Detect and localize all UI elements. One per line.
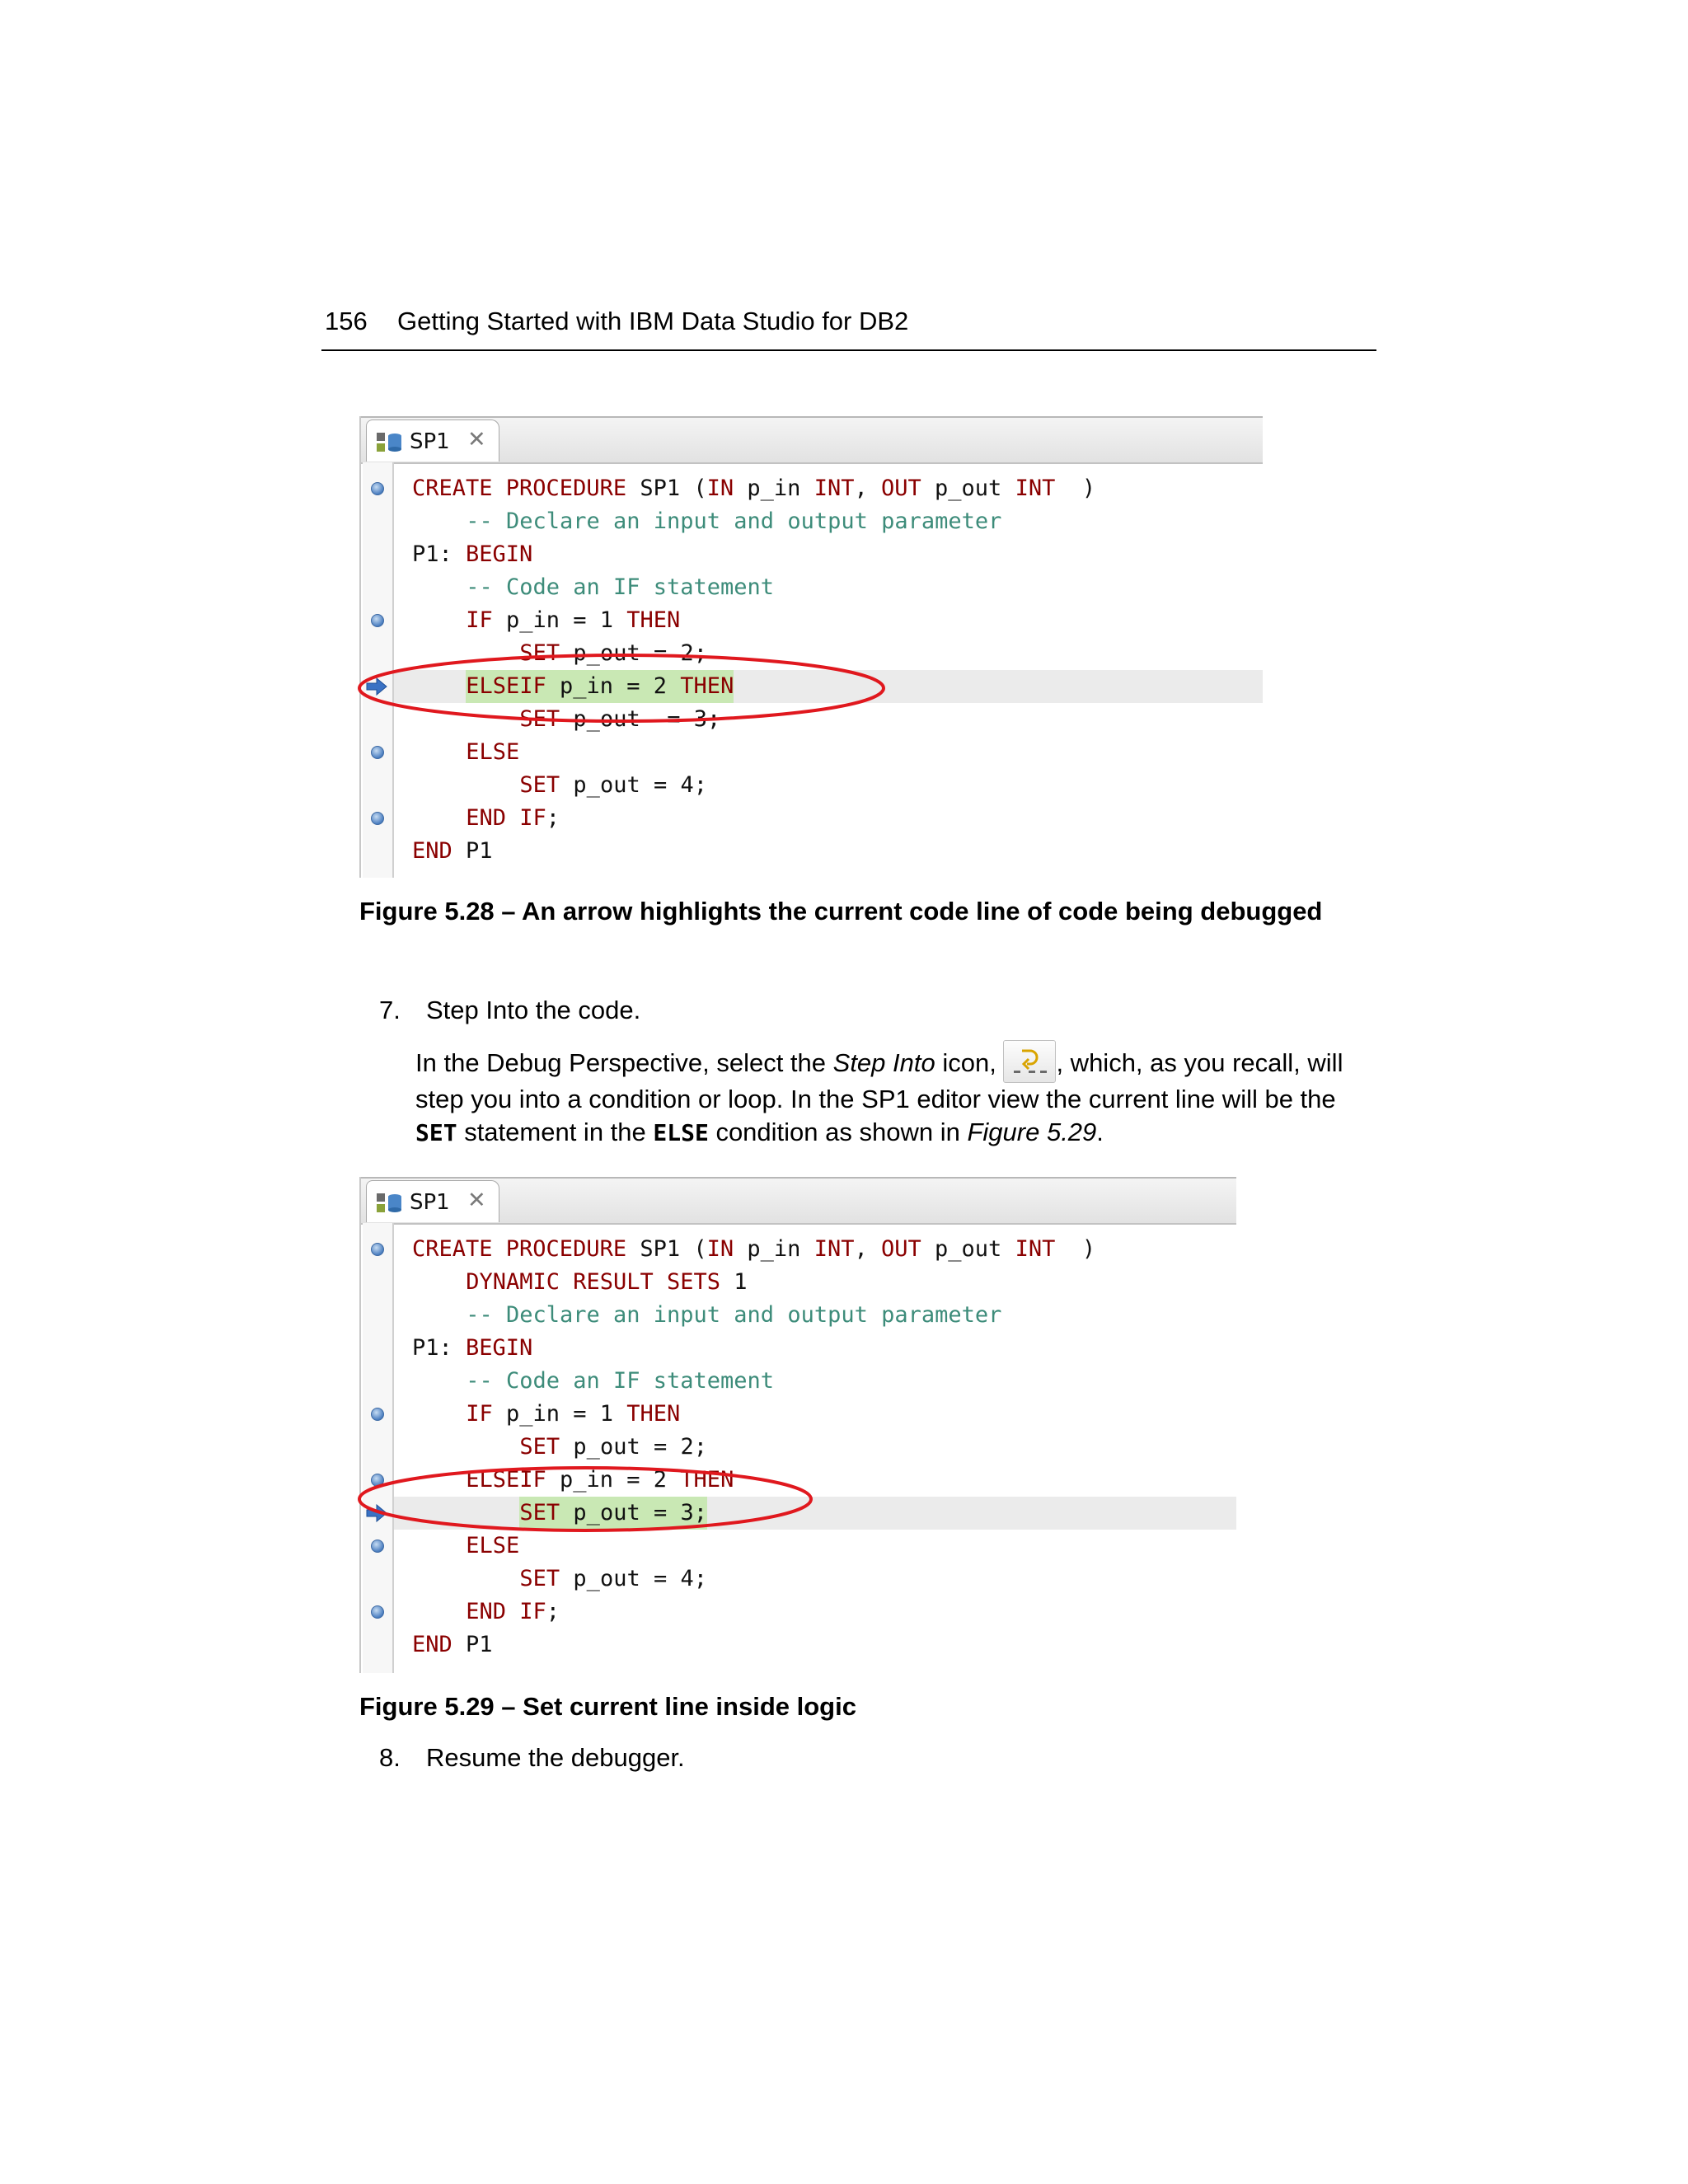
sql-keyword: CREATE PROCEDURE [412,476,627,501]
code-line[interactable] [394,571,1263,604]
sql-text: p_in = 1 [492,607,627,633]
sql-text: , [854,476,881,501]
sql-text: p_in = 2 [546,1467,681,1493]
sql-text: p_in = 1 [492,1401,627,1427]
sql-text: p_out [921,476,1015,501]
sql-text: p_out [921,1236,1015,1262]
step-7-text: Step Into the code. [426,996,641,1024]
sp1-editor-figure-1 [359,416,1263,878]
sql-keyword: THEN [626,1401,681,1427]
sql-comment: -- Declare an input and output parameter [466,1302,1002,1328]
step-7-number: 7. [379,996,401,1024]
sql-text: ) [1055,476,1096,501]
tab-sp1[interactable] [366,1180,499,1222]
sql-keyword: BEGIN [466,1335,533,1361]
code-line[interactable] [394,1332,1236,1365]
code-line[interactable] [394,1233,1236,1266]
sql-text: p_in [734,476,814,501]
close-icon[interactable]: ✕ [467,427,486,452]
breakpoint-marker-icon[interactable] [371,1408,384,1421]
sp1-editor-figure-2 [359,1177,1236,1673]
code-line[interactable] [394,1629,1236,1661]
sql-text: P1: [412,1335,467,1361]
code-else: ELSE [653,1119,709,1146]
sql-text: 1 [720,1269,748,1295]
sql-text: P1 [452,838,493,864]
sql-text: p_out = 3; [560,706,721,732]
sql-keyword: IN [706,476,734,501]
annotation-oval [354,647,889,729]
sql-text: SP1 ( [626,476,707,501]
sql-text: P1 [452,1632,493,1657]
code-line[interactable] [394,1596,1236,1629]
sql-text: p_in = 2 [546,673,681,699]
sql-text: SP1 ( [626,1236,707,1262]
code-area [394,1223,1236,1673]
sql-keyword: IF [466,607,493,633]
figure-reference: Figure 5.29 [967,1118,1097,1146]
tab-sp1[interactable] [366,419,499,462]
step-7-paragraph: In the Debug Perspective, select the Step Into icon, , which, as you recall, will step you into a condition or loop. In the SP1 editor view the current line will be the SET statement in the ELSE condition as shown in Figure 5.29. [415,1040,1380,1150]
step-into-term: Step Into [832,1048,935,1077]
breakpoint-ruler[interactable] [363,1223,394,1673]
sql-text: ; [546,1599,560,1624]
sql-keyword: SET [519,772,560,798]
code-line[interactable] [394,1398,1236,1431]
breakpoint-marker-icon[interactable] [371,1540,384,1553]
sql-text: P1: [412,541,467,567]
sql-keyword: END [412,838,452,864]
breakpoint-marker-icon[interactable] [371,1243,384,1256]
sql-keyword: SET [519,706,560,732]
code-line[interactable] [394,1431,1236,1464]
editor-tab-bar [361,416,1263,464]
sql-text: , [854,1236,881,1262]
editor-tab-bar [361,1177,1236,1225]
code-line[interactable] [394,1266,1236,1299]
breakpoint-marker-icon[interactable] [371,746,384,759]
sql-text: ) [1055,1236,1096,1262]
sql-text: p_out = 3; [560,1500,707,1526]
step-8-number: 8. [379,1743,401,1772]
running-header [321,303,1376,351]
stored-procedure-icon [375,1191,403,1216]
running-title: Getting Started with IBM Data Studio for DB2 [397,307,909,335]
close-icon[interactable]: ✕ [467,1188,486,1213]
sql-keyword: END [412,1632,452,1657]
sql-keyword: CREATE PROCEDURE [412,1236,627,1262]
sql-comment: -- Code an IF statement [466,574,775,600]
sql-text: p_out = 4; [560,1566,707,1591]
breakpoint-marker-icon[interactable] [371,482,384,495]
sql-keyword: INT [1015,476,1056,501]
sql-keyword: DYNAMIC RESULT SETS [466,1269,721,1295]
sql-text: ; [546,805,560,831]
sql-keyword: IF [466,1401,493,1427]
sql-text: p_out = 2; [560,640,707,666]
sql-keyword: INT [814,476,855,501]
sql-keyword: OUT [881,476,921,501]
sql-keyword: THEN [626,607,681,633]
tab-label: SP1 [410,1190,450,1215]
breakpoint-marker-icon[interactable] [371,1605,384,1619]
code-line[interactable] [394,1365,1236,1398]
sql-text: p_out = 4; [560,772,707,798]
sql-comment: -- Code an IF statement [466,1368,775,1394]
sql-keyword: SET [519,640,560,666]
sql-keyword: SET [519,1500,560,1526]
sql-keyword: INT [1015,1236,1056,1262]
step-8-text: Resume the debugger. [426,1743,685,1772]
code-line[interactable] [394,769,1263,802]
code-line[interactable] [394,505,1263,538]
code-set: SET [415,1119,457,1146]
sql-keyword: END IF [466,805,546,831]
sql-keyword: ELSEIF [466,1467,546,1493]
sql-keyword: SET [519,1566,560,1591]
stored-procedure-icon [375,430,403,455]
code-line[interactable] [394,604,1263,637]
sql-text: p_in [734,1236,814,1262]
sql-comment: -- Declare an input and output parameter [466,509,1002,534]
code-line[interactable] [394,736,1263,769]
code-line[interactable] [394,1563,1236,1596]
sql-text: p_out = 2; [560,1434,707,1460]
code-line[interactable] [394,802,1263,835]
sql-keyword: ELSE [466,1533,520,1558]
tab-label: SP1 [410,429,450,454]
breakpoint-marker-icon[interactable] [371,812,384,825]
sql-keyword: SET [519,1434,560,1460]
sql-keyword: THEN [680,673,734,699]
sql-keyword: IN [706,1236,734,1262]
sql-keyword: ELSEIF [466,673,546,699]
annotation-oval [354,1462,816,1536]
code-line[interactable] [394,472,1263,505]
page-number: 156 [325,307,368,335]
figure-5-28-caption: Figure 5.28 – An arrow highlights the current code line of code being debugged [359,897,1323,926]
sql-keyword: END IF [466,1599,546,1624]
sql-keyword: THEN [680,1467,734,1493]
sql-keyword: ELSE [466,739,520,765]
code-line[interactable] [394,538,1263,571]
sql-keyword: INT [814,1236,855,1262]
breakpoint-marker-icon[interactable] [371,614,384,627]
figure-5-29-caption: Figure 5.29 – Set current line inside logic [359,1692,856,1721]
code-line[interactable] [394,1299,1236,1332]
sql-keyword: OUT [881,1236,921,1262]
step-into-icon [1003,1040,1056,1083]
code-line[interactable] [394,835,1263,868]
sql-keyword: BEGIN [466,541,533,567]
